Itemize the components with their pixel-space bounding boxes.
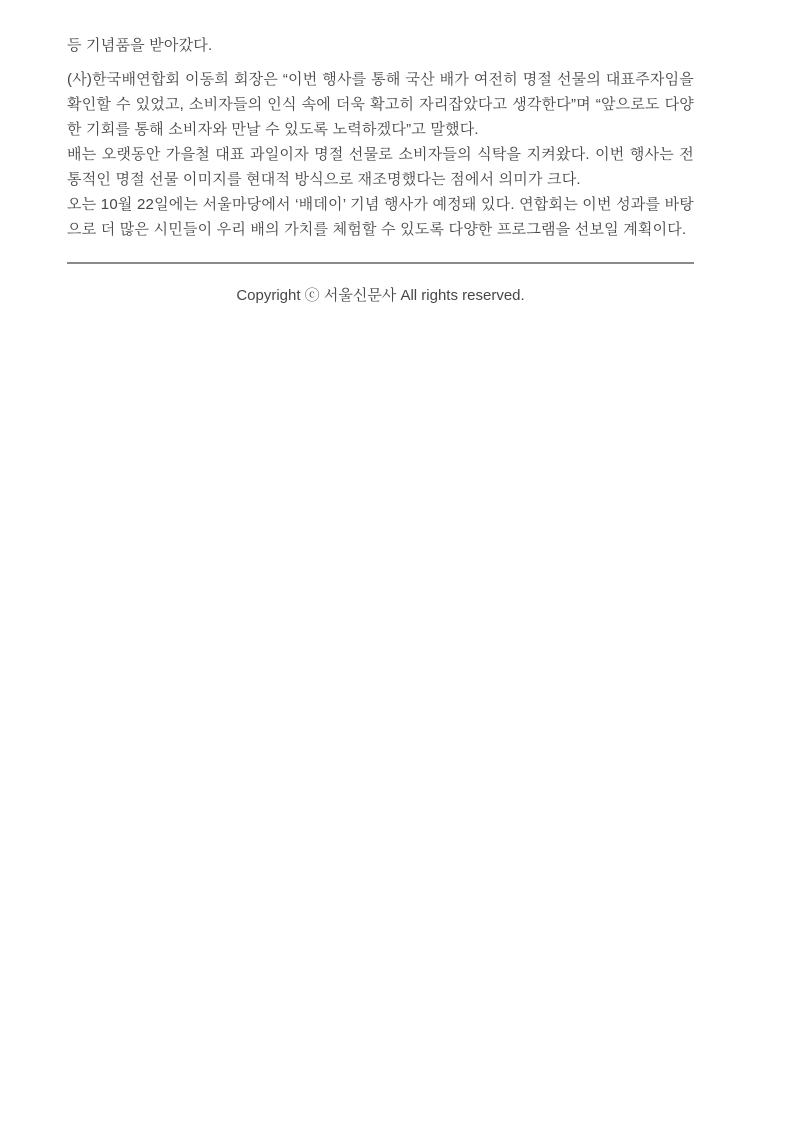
article-paragraph: (사)한국배연합회 이동희 회장은 “이번 행사를 통해 국산 배가 여전히 명절 선물의 대표주자임을 확인할 수 있었고, 소비자들의 인식 속에 더욱 확고히 자리잡았다고 생각한다”며 “앞으로도 다양한 기회를 통해 소비자와 만날 수 있도록 노력하겠다”고 말했다. (67, 71, 694, 138)
article-paragraph: 배는 오랫동안 가을철 대표 과일이자 명절 선물로 소비자들의 식탁을 지켜왔다. 이번 행사는 전통적인 명절 선물 이미지를 현대적 방식으로 재조명했다는 점에서 의미가 크다. (67, 146, 694, 188)
article-paragraph: 등 기념품을 받아갔다. (67, 37, 213, 54)
article-content (0, 0, 793, 308)
article-paragraph: 오는 10월 22일에는 서울마당에서 ‘배데이’ 기념 행사가 예정돼 있다. 연합회는 이번 성과를 바탕으로 더 많은 시민들이 우리 배의 가치를 체험할 수 있도록 다양한 프로그램을 선보일 계획이다. (67, 196, 694, 238)
article-body (67, 33, 694, 242)
copyright-text: Copyright ⓒ 서울신문사 All rights reserved. (236, 287, 525, 304)
footer-divider (67, 262, 694, 264)
